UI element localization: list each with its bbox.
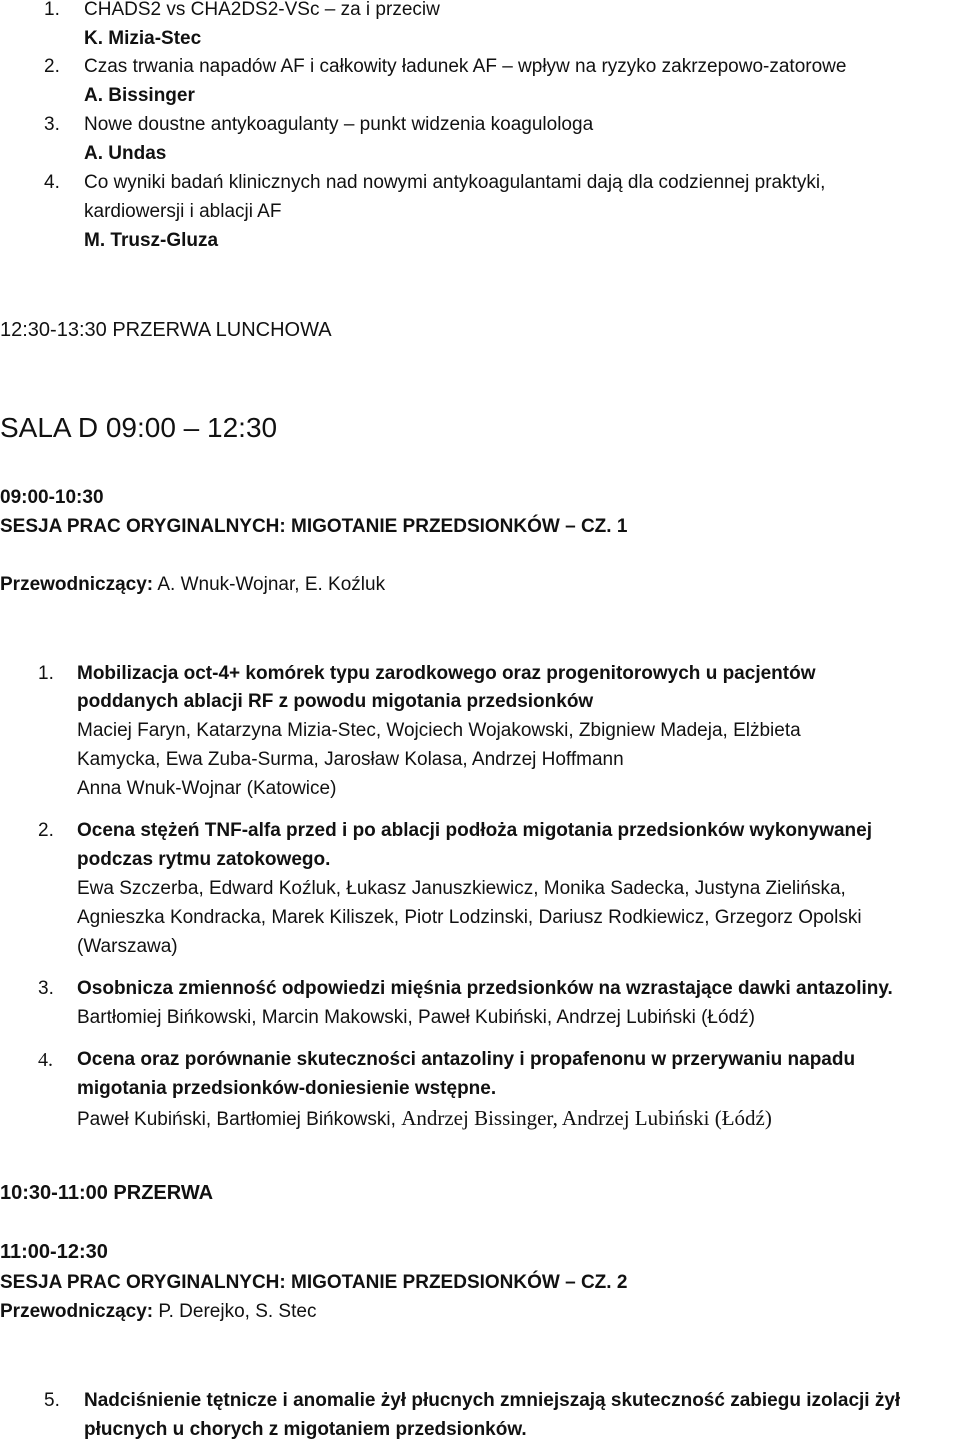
- room-heading: SALA D 09:00 – 12:30: [0, 412, 278, 443]
- item-authors: Ewa Szczerba, Edward Koźluk, Łukasz Januszkiewicz, Monika Sadecka, Justyna Zielińska,: [77, 878, 846, 899]
- talk-title: Czas trwania napadów AF i całkowity ładunek AF – wpływ na ryzyko zakrzepowo-zatorowe: [84, 56, 847, 77]
- item-authors-part: Andrzej Bissinger, Andrzej Lubiński (Łódź): [401, 1106, 772, 1130]
- item-authors: (Warszawa): [77, 936, 178, 957]
- session-time: 11:00-12:30: [0, 1241, 108, 1263]
- talk-title: CHADS2 vs CHA2DS2-VSc – za i przeciw: [84, 0, 440, 20]
- item-number: 1.: [38, 663, 54, 684]
- item-number: 5.: [44, 1390, 60, 1411]
- session-chairs: [0, 575, 385, 594]
- session-time: 09:00-10:30: [0, 487, 104, 508]
- chairs-label: Przewodniczący:: [0, 1301, 154, 1322]
- item-authors: Anna Wnuk-Wojnar (Katowice): [77, 778, 337, 799]
- item-title: Mobilizacja oct-4+ komórek typu zarodkowego oraz progenitorowych u pacjentów: [77, 663, 816, 684]
- item-number: 2.: [38, 820, 54, 841]
- item-title: migotania przedsionków-doniesienie wstępne.: [77, 1078, 497, 1099]
- chairs-label: Przewodniczący:: [0, 574, 154, 595]
- item-title: płucnych u chorych z migotaniem przedsionków.: [84, 1419, 527, 1440]
- item-authors: Kamycka, Ewa Zuba-Surma, Jarosław Kolasa, Andrzej Hoffmann: [77, 749, 624, 770]
- talk-author: A. Bissinger: [84, 85, 195, 106]
- item-authors: [77, 1108, 772, 1129]
- session-title: SESJA PRAC ORYGINALNYCH: MIGOTANIE PRZEDSIONKÓW – CZ. 1: [0, 516, 628, 537]
- list-number: 3.: [44, 114, 60, 135]
- chairs-names: A. Wnuk-Wojnar, E. Koźluk: [157, 574, 386, 595]
- talk-author: M. Trusz-Gluza: [84, 230, 219, 251]
- item-title: Ocena oraz porównanie skuteczności antazoliny i propafenonu w przerywaniu napadu: [77, 1049, 856, 1070]
- break-heading: 10:30-11:00 PRZERWA: [0, 1182, 214, 1204]
- item-title: Osobnicza zmienność odpowiedzi mięśnia przedsionków na wzrastające dawki antazoliny.: [77, 978, 893, 999]
- list-number: 2.: [44, 56, 60, 77]
- talk-author: K. Mizia-Stec: [84, 28, 202, 49]
- item-authors-part: Paweł Kubiński, Bartłomiej Bińkowski,: [77, 1109, 402, 1130]
- talk-title: kardiowersji i ablacji AF: [84, 201, 282, 222]
- item-number: 4.: [38, 1049, 53, 1071]
- item-authors: Bartłomiej Bińkowski, Marcin Makowski, Paweł Kubiński, Andrzej Lubiński (Łódź): [77, 1007, 755, 1028]
- chairs-names: P. Derejko, S. Stec: [158, 1301, 317, 1322]
- talk-author: A. Undas: [84, 143, 167, 164]
- item-authors: Maciej Faryn, Katarzyna Mizia-Stec, Wojciech Wojakowski, Zbigniew Madeja, Elżbieta: [77, 720, 801, 741]
- item-title: Nadciśnienie tętnicze i anomalie żył płucnych zmniejszają skuteczność zabiegu izolacji żył: [84, 1390, 901, 1411]
- talk-title: Nowe doustne antykoagulanty – punkt widzenia koagulologa: [84, 114, 594, 135]
- talk-title: Co wyniki badań klinicznych nad nowymi antykoagulantami dają dla codziennej praktyki,: [84, 172, 826, 193]
- item-title: poddanych ablacji RF z powodu migotania przedsionków: [77, 691, 594, 712]
- item-authors: Agnieszka Kondracka, Marek Kiliszek, Piotr Lodzinski, Dariusz Rodkiewicz, Grzegorz Opolski: [77, 907, 862, 928]
- session-title: SESJA PRAC ORYGINALNYCH: MIGOTANIE PRZEDSIONKÓW – CZ. 2: [0, 1272, 628, 1293]
- session-chairs: [0, 1302, 316, 1321]
- item-number: 3.: [38, 978, 54, 999]
- list-number: 4.: [44, 172, 60, 193]
- list-number: 1.: [44, 0, 60, 20]
- item-title: podczas rytmu zatokowego.: [77, 849, 331, 870]
- lunch-break: 12:30-13:30 PRZERWA LUNCHOWA: [0, 319, 332, 341]
- item-title: Ocena stężeń TNF-alfa przed i po ablacji podłoża migotania przedsionków wykonywanej: [77, 820, 872, 841]
